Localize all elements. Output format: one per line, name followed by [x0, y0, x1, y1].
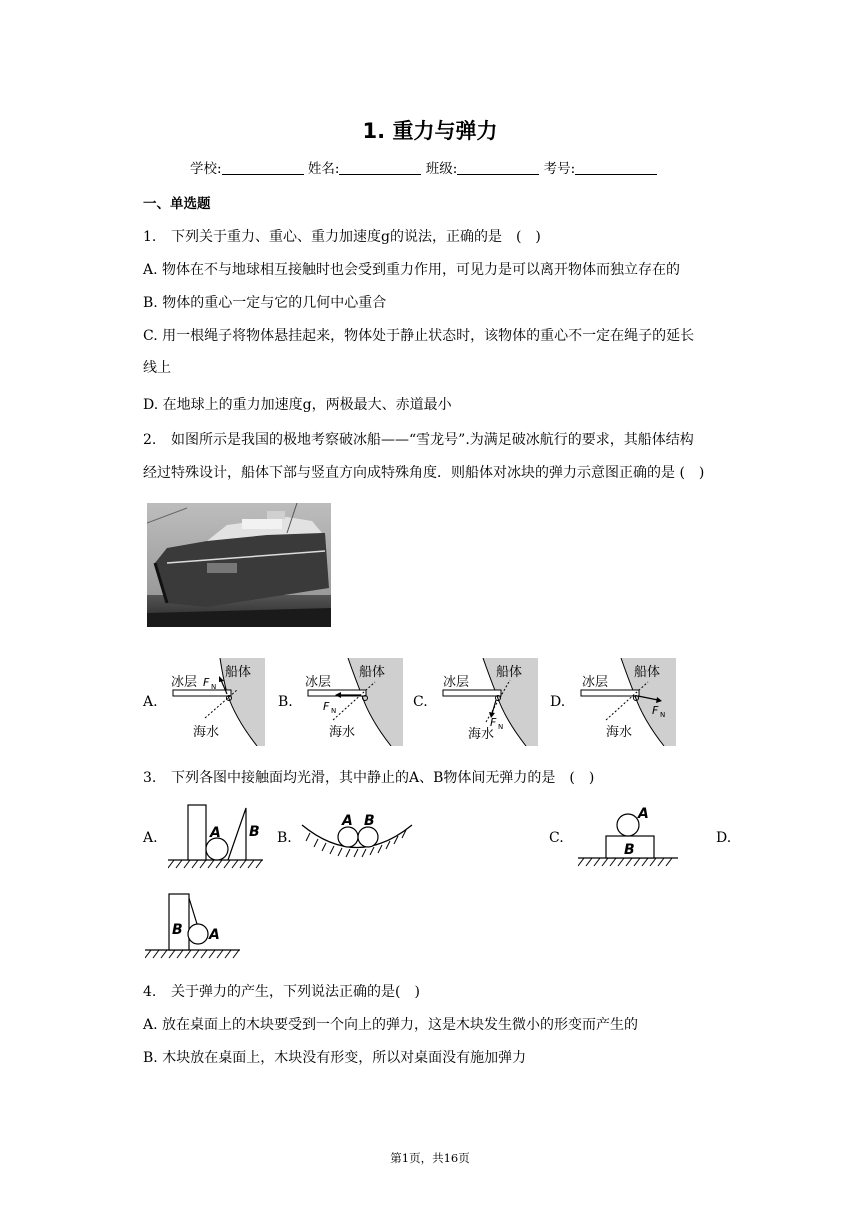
- q4-stem-line: [143, 981, 420, 1001]
- force-subscript: N: [211, 683, 217, 691]
- q1-option-a: A. 物体在不与地球相互接触时也会受到重力作用，可见力是可以离开物体而独立存在的: [143, 262, 681, 278]
- ice-label: 冰层: [171, 675, 198, 690]
- q1-option-d: D. 在地球上的重力加速度g，两极最大、赤道最小: [143, 397, 452, 413]
- q2-option-d-label: D.: [550, 694, 566, 710]
- force-subscript: N: [331, 707, 337, 715]
- q2-diagram-c: [438, 658, 538, 746]
- q1-option-c: C. 用一根绳子将物体悬挂起来，物体处于静止状态时，该物体的重心不一定在绳子的延长: [143, 328, 695, 344]
- number-label: 考号:: [543, 161, 576, 177]
- object-b-label: B: [249, 824, 260, 840]
- sea-label: 海水: [193, 725, 220, 740]
- q4-option-a: A. 放在桌面上的木块要受到一个向上的弹力，这是木块发生微小的形变而产生的: [143, 1017, 639, 1033]
- q3-option-d-label: D.: [716, 830, 732, 846]
- q3-diagram-d: [145, 890, 245, 962]
- q3-diagram-c: [578, 800, 683, 872]
- q3-number: 3.: [143, 770, 157, 786]
- name-blank: [339, 160, 421, 175]
- q2-number: 2.: [143, 432, 157, 448]
- q3-diagram-a: [168, 800, 268, 872]
- q3-stem-line: [143, 767, 594, 787]
- ice-label: 冰层: [305, 675, 332, 690]
- q2-diagram-d: [576, 658, 676, 746]
- sea-label: 海水: [468, 727, 495, 742]
- q3-option-a-label: A.: [143, 830, 158, 846]
- q3-diagram-b: [300, 805, 415, 867]
- q2-diagram-a: [165, 658, 265, 746]
- object-a-label: A: [210, 825, 221, 841]
- class-label: 班级:: [425, 161, 458, 177]
- force-label: F: [490, 716, 497, 729]
- object-b-label: B: [624, 842, 635, 858]
- object-b-label: B: [364, 813, 375, 829]
- student-info-line: [190, 157, 657, 177]
- ice-label: 冰层: [443, 675, 470, 690]
- number-blank: [575, 160, 657, 175]
- force-subscript: N: [660, 711, 666, 719]
- q2-stem-line: [143, 429, 694, 449]
- q2-option-c-label: C.: [413, 694, 428, 710]
- force-label: F: [203, 676, 210, 689]
- q1-option-b: B. 物体的重心一定与它的几何中心重合: [143, 295, 387, 311]
- page-title: 1. 重力与弹力: [362, 119, 498, 143]
- q4-stem: 关于弹力的产生，下列说法正确的是( ): [171, 984, 420, 1000]
- page-footer: 第1页，共16页: [390, 1151, 470, 1165]
- q3-option-c-label: C.: [549, 830, 564, 846]
- q4-number: 4.: [143, 984, 157, 1000]
- name-label: 姓名:: [307, 161, 340, 177]
- q1-number: 1.: [143, 229, 157, 245]
- sea-label: 海水: [606, 725, 633, 740]
- force-subscript: N: [498, 723, 504, 731]
- q4-option-b: B. 木块放在桌面上，木块没有形变，所以对桌面没有施加弹力: [143, 1050, 527, 1066]
- object-a-label: A: [638, 806, 649, 822]
- q1-option-c-cont: 线上: [143, 360, 171, 376]
- q2-stem-2: 经过特殊设计，船体下部与竖直方向成特殊角度．则船体对冰块的弹力示意图正确的是 ( ): [143, 465, 705, 481]
- hull-label: 船体: [359, 665, 386, 680]
- class-blank: [457, 160, 539, 175]
- object-b-label: B: [172, 922, 183, 938]
- object-a-label: A: [209, 927, 220, 943]
- sea-label: 海水: [329, 725, 356, 740]
- q3-stem: 下列各图中接触面均光滑，其中静止的A、B物体间无弹力的是 ( ): [171, 770, 595, 786]
- section-heading: 一、单选题: [143, 196, 211, 212]
- q2-option-a-label: A.: [143, 694, 158, 710]
- hull-label: 船体: [225, 665, 252, 680]
- q2-diagram-b: [303, 658, 403, 746]
- q3-option-b-label: B.: [277, 830, 292, 846]
- q1-stem-line: [143, 226, 541, 246]
- q2-option-b-label: B.: [278, 694, 293, 710]
- q1-stem: 下列关于重力、重心、重力加速度g的说法，正确的是 ( ): [171, 229, 541, 245]
- hull-label: 船体: [634, 665, 661, 680]
- q2-stem-1: 如图所示是我国的极地考察破冰船——“雪龙号”.为满足破冰航行的要求，其船体结构: [171, 432, 694, 448]
- hull-label: 船体: [496, 665, 523, 680]
- school-label: 学校:: [190, 161, 222, 177]
- force-label: F: [323, 700, 330, 713]
- school-blank: [222, 160, 304, 175]
- force-label: F: [652, 704, 659, 717]
- icebreaker-photo: [147, 503, 331, 627]
- ice-label: 冰层: [582, 675, 609, 690]
- object-a-label: A: [342, 813, 353, 829]
